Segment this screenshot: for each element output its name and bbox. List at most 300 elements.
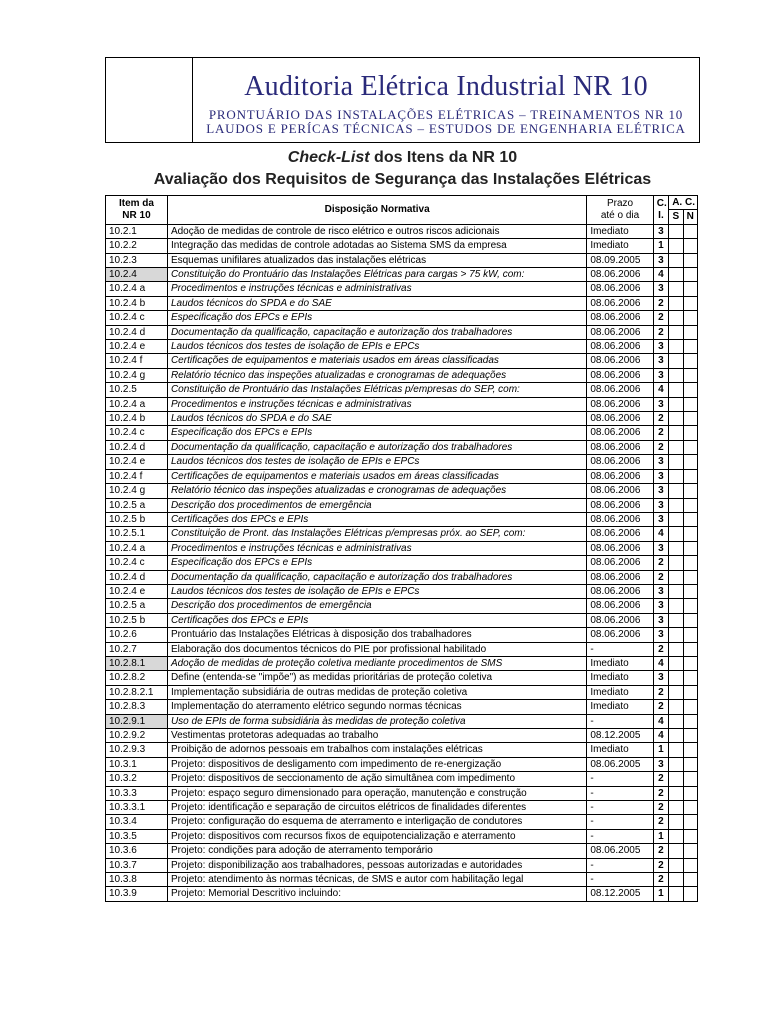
row-prazo: 08.12.2005: [587, 887, 653, 901]
table-row: [106, 873, 698, 887]
table-row: [106, 642, 698, 656]
row-ac-n[interactable]: [683, 628, 697, 642]
row-ac-n[interactable]: [683, 685, 697, 699]
table-row: [106, 527, 698, 541]
row-prazo: 08.06.2006: [587, 268, 653, 282]
table-row: [106, 239, 698, 253]
row-item: 10.2.4 c: [106, 556, 168, 570]
table-header-row: [106, 196, 698, 210]
row-item: 10.2.5 a: [106, 599, 168, 613]
row-description: Certificações dos EPCs e EPIs: [167, 613, 586, 627]
header-text: [196, 58, 696, 136]
row-item: 10.2.4 a: [106, 397, 168, 411]
row-prazo: 08.06.2006: [587, 368, 653, 382]
row-description: Constituição de Prontuário das Instalações Elétricas p/empresas do SEP, com:: [167, 383, 586, 397]
row-ac-n[interactable]: [683, 484, 697, 498]
row-ac-n[interactable]: [683, 239, 697, 253]
row-item: 10.2.3: [106, 253, 168, 267]
row-ac-n[interactable]: [683, 801, 697, 815]
row-ac-s[interactable]: [669, 484, 683, 498]
row-ac-s[interactable]: [669, 844, 683, 858]
row-ac-n[interactable]: [683, 844, 697, 858]
row-ac-n[interactable]: [683, 527, 697, 541]
header-subtitle-line2: LAUDOS E PERÍCAS TÉCNICAS – ESTUDOS DE ENGENHARIA ELÉTRICA: [206, 121, 686, 136]
row-item: 10.2.8.1: [106, 656, 168, 670]
row-description: Laudos técnicos do SPDA e do SAE: [167, 412, 586, 426]
row-prazo: -: [587, 772, 653, 786]
table-row: [106, 844, 698, 858]
row-ac-s[interactable]: [669, 383, 683, 397]
row-ac-s[interactable]: [669, 426, 683, 440]
row-ac-n[interactable]: [683, 743, 697, 757]
row-prazo: 08.06.2006: [587, 383, 653, 397]
row-ac-n[interactable]: [683, 642, 697, 656]
row-ac-s[interactable]: [669, 887, 683, 901]
row-description: Procedimentos e instruções técnicas e administrativas: [167, 397, 586, 411]
row-ci: 2: [653, 570, 668, 584]
row-ac-s[interactable]: [669, 469, 683, 483]
row-description: Projeto: espaço seguro dimensionado para operação, manutenção e construção: [167, 786, 586, 800]
table-row: [106, 368, 698, 382]
row-ci: 3: [653, 599, 668, 613]
row-description: Esquemas unifilares atualizados das instalações elétricas: [167, 253, 586, 267]
row-ac-s[interactable]: [669, 325, 683, 339]
row-ac-s[interactable]: [669, 858, 683, 872]
row-description: Integração das medidas de controle adotadas ao Sistema SMS da empresa: [167, 239, 586, 253]
row-prazo: 08.06.2006: [587, 584, 653, 598]
row-ac-s[interactable]: [669, 642, 683, 656]
row-ac-n[interactable]: [683, 253, 697, 267]
row-ac-s[interactable]: [669, 584, 683, 598]
row-item: 10.2.4 d: [106, 325, 168, 339]
row-description: Projeto: dispositivos com recursos fixos de equipotencialização e aterramento: [167, 829, 586, 843]
row-ci: 3: [653, 757, 668, 771]
header-desc: Disposição Normativa: [167, 196, 586, 225]
row-ci: 2: [653, 556, 668, 570]
row-ci: 4: [653, 729, 668, 743]
row-description: Documentação da qualificação, capacitação e autorização dos trabalhadores: [167, 325, 586, 339]
row-ac-n[interactable]: [683, 671, 697, 685]
row-ac-n[interactable]: [683, 325, 697, 339]
row-description: Especificação dos EPCs e EPIs: [167, 311, 586, 325]
row-item: 10.2.4 a: [106, 282, 168, 296]
row-ac-n[interactable]: [683, 426, 697, 440]
row-ac-s[interactable]: [669, 455, 683, 469]
row-ac-s[interactable]: [669, 239, 683, 253]
row-item: 10.3.7: [106, 858, 168, 872]
header-prazo-line2: até o dia: [600, 209, 640, 221]
row-ci: 3: [653, 613, 668, 627]
row-description: Procedimentos e instruções técnicas e administrativas: [167, 282, 586, 296]
table-row: [106, 354, 698, 368]
row-description: Projeto: dispositivos de desligamento com impedimento de re-energização: [167, 757, 586, 771]
row-description: Constituição de Pront. das Instalações Elétricas p/empresas próx. ao SEP, com:: [167, 527, 586, 541]
table-row: [106, 383, 698, 397]
row-ac-s[interactable]: [669, 440, 683, 454]
row-prazo: -: [587, 801, 653, 815]
row-item: 10.3.3: [106, 786, 168, 800]
row-ac-s[interactable]: [669, 815, 683, 829]
row-ac-n[interactable]: [683, 700, 697, 714]
table-row: [106, 743, 698, 757]
row-prazo: 08.06.2005: [587, 757, 653, 771]
table-row: [106, 253, 698, 267]
row-description: Laudos técnicos dos testes de isolação de EPIs e EPCs: [167, 455, 586, 469]
table-row: [106, 829, 698, 843]
row-prazo: 08.06.2006: [587, 455, 653, 469]
row-ac-n[interactable]: [683, 772, 697, 786]
header-logo-area: [192, 58, 193, 142]
row-description: Vestimentas protetoras adequadas ao trabalho: [167, 729, 586, 743]
row-ac-n[interactable]: [683, 584, 697, 598]
row-ac-s[interactable]: [669, 498, 683, 512]
row-ac-s[interactable]: [669, 368, 683, 382]
table-row: [106, 484, 698, 498]
row-ac-s[interactable]: [669, 354, 683, 368]
row-ac-n[interactable]: [683, 383, 697, 397]
row-description: Descrição dos procedimentos de emergência: [167, 498, 586, 512]
row-item: 10.2.9.3: [106, 743, 168, 757]
row-ac-n[interactable]: [683, 815, 697, 829]
row-item: 10.2.5 a: [106, 498, 168, 512]
row-prazo: -: [587, 815, 653, 829]
row-description: Certificações de equipamentos e materiais usados em áreas classificadas: [167, 354, 586, 368]
row-ac-s[interactable]: [669, 613, 683, 627]
row-item: 10.2.4 g: [106, 368, 168, 382]
row-item: 10.2.1: [106, 224, 168, 238]
row-ci: 2: [653, 426, 668, 440]
row-description: Documentação da qualificação, capacitação e autorização dos trabalhadores: [167, 570, 586, 584]
row-ac-n[interactable]: [683, 873, 697, 887]
row-ci: 2: [653, 296, 668, 310]
row-ac-s[interactable]: [669, 397, 683, 411]
document-title-rest: dos Itens da NR 10: [369, 149, 518, 166]
row-ac-s[interactable]: [669, 714, 683, 728]
table-row: [106, 757, 698, 771]
row-ci: 3: [653, 282, 668, 296]
table-row: [106, 268, 698, 282]
row-ac-s[interactable]: [669, 786, 683, 800]
header-prazo-line1: Prazo: [606, 197, 634, 209]
row-ac-s[interactable]: [669, 541, 683, 555]
header-item-line2: NR 10: [122, 209, 151, 221]
row-ac-n[interactable]: [683, 455, 697, 469]
table-row: [106, 685, 698, 699]
row-ac-n[interactable]: [683, 729, 697, 743]
row-ac-s[interactable]: [669, 268, 683, 282]
row-description: Prontuário das Instalações Elétricas à disposição dos trabalhadores: [167, 628, 586, 642]
row-ac-s[interactable]: [669, 224, 683, 238]
row-ac-n[interactable]: [683, 541, 697, 555]
row-ci: 3: [653, 397, 668, 411]
table-row: [106, 340, 698, 354]
row-ci: 2: [653, 642, 668, 656]
row-ci: 3: [653, 354, 668, 368]
row-description: Adoção de medidas de controle de risco elétrico e outros riscos adicionais: [167, 224, 586, 238]
row-ac-n[interactable]: [683, 311, 697, 325]
row-item: 10.2.8.2: [106, 671, 168, 685]
row-ci: 4: [653, 383, 668, 397]
row-ac-s[interactable]: [669, 253, 683, 267]
header-title: Auditoria Elétrica Industrial NR 10: [244, 71, 648, 102]
row-item: 10.2.9.2: [106, 729, 168, 743]
table-row: [106, 556, 698, 570]
row-ci: 2: [653, 844, 668, 858]
row-ac-n[interactable]: [683, 368, 697, 382]
row-ci: 1: [653, 829, 668, 843]
checklist-table: [105, 195, 698, 902]
row-prazo: 08.12.2005: [587, 729, 653, 743]
table-row: [106, 282, 698, 296]
row-ci: 2: [653, 873, 668, 887]
row-ac-s[interactable]: [669, 829, 683, 843]
table-row: [106, 469, 698, 483]
row-ac-n[interactable]: [683, 656, 697, 670]
row-ac-s[interactable]: [669, 757, 683, 771]
row-description: Projeto: condições para adoção de aterramento temporário: [167, 844, 586, 858]
row-item: 10.2.4 e: [106, 340, 168, 354]
row-item: 10.2.4 c: [106, 311, 168, 325]
row-prazo: -: [587, 786, 653, 800]
row-ac-s[interactable]: [669, 527, 683, 541]
row-ac-n[interactable]: [683, 613, 697, 627]
row-item: 10.3.1: [106, 757, 168, 771]
row-prazo: -: [587, 642, 653, 656]
row-prazo: 08.06.2006: [587, 311, 653, 325]
table-row: [106, 887, 698, 901]
header-box: [105, 57, 700, 143]
table-row: [106, 700, 698, 714]
table-row: [106, 772, 698, 786]
row-ac-n[interactable]: [683, 469, 697, 483]
row-prazo: Imediato: [587, 671, 653, 685]
row-prazo: Imediato: [587, 656, 653, 670]
row-ac-n[interactable]: [683, 498, 697, 512]
row-ci: 3: [653, 340, 668, 354]
row-prazo: 08.06.2006: [587, 613, 653, 627]
row-item: 10.2.4 f: [106, 354, 168, 368]
table-row: [106, 512, 698, 526]
row-prazo: Imediato: [587, 224, 653, 238]
row-ci: 2: [653, 325, 668, 339]
row-ac-s[interactable]: [669, 282, 683, 296]
row-prazo: 08.06.2006: [587, 296, 653, 310]
row-item: 10.3.2: [106, 772, 168, 786]
row-description: Projeto: disponibilização aos trabalhadores, pessoas autorizadas e autoridades: [167, 858, 586, 872]
row-prazo: 08.06.2006: [587, 282, 653, 296]
table-row: [106, 671, 698, 685]
row-ac-s[interactable]: [669, 700, 683, 714]
table-row: [106, 455, 698, 469]
row-ac-s[interactable]: [669, 656, 683, 670]
table-row: [106, 325, 698, 339]
row-prazo: 08.06.2006: [587, 440, 653, 454]
row-description: Adoção de medidas de proteção coletiva mediante procedimentos de SMS: [167, 656, 586, 670]
row-ac-n[interactable]: [683, 829, 697, 843]
table-row: [106, 296, 698, 310]
row-prazo: 08.06.2006: [587, 599, 653, 613]
row-item: 10.2.4 d: [106, 570, 168, 584]
row-ci: 2: [653, 786, 668, 800]
row-description: Uso de EPIs de forma subsidiária às medidas de proteção coletiva: [167, 714, 586, 728]
row-ci: 2: [653, 311, 668, 325]
row-prazo: 08.06.2006: [587, 512, 653, 526]
row-ac-n[interactable]: [683, 296, 697, 310]
row-description: Projeto: dispositivos de seccionamento de ação simultânea com impedimento: [167, 772, 586, 786]
document-subtitle: Avaliação dos Requisitos de Segurança das Instalações Elétricas: [153, 171, 652, 188]
row-ci: 2: [653, 685, 668, 699]
row-ac-n[interactable]: [683, 887, 697, 901]
row-ci: 1: [653, 239, 668, 253]
row-ac-n[interactable]: [683, 570, 697, 584]
table-row: [106, 426, 698, 440]
row-ac-s[interactable]: [669, 772, 683, 786]
row-prazo: 08.06.2006: [587, 412, 653, 426]
header-item-line1: Item da: [118, 197, 154, 209]
table-row: [106, 570, 698, 584]
row-item: 10.2.2: [106, 239, 168, 253]
row-item: 10.2.4 f: [106, 469, 168, 483]
row-ac-n[interactable]: [683, 786, 697, 800]
table-row: [106, 786, 698, 800]
row-prazo: 08.09.2005: [587, 253, 653, 267]
row-ci: 3: [653, 368, 668, 382]
row-ci: 4: [653, 268, 668, 282]
row-ac-n[interactable]: [683, 858, 697, 872]
row-item: 10.2.4 d: [106, 440, 168, 454]
row-prazo: 08.06.2006: [587, 354, 653, 368]
row-ac-n[interactable]: [683, 440, 697, 454]
row-ci: 2: [653, 412, 668, 426]
row-ac-n[interactable]: [683, 282, 697, 296]
row-ac-n[interactable]: [683, 397, 697, 411]
row-description: Projeto: configuração do esquema de aterramento e interligação de condutores: [167, 815, 586, 829]
row-item: 10.2.9.1: [106, 714, 168, 728]
row-item: 10.2.4 c: [106, 426, 168, 440]
header-ci-line1: C.: [656, 197, 667, 209]
row-ci: 4: [653, 527, 668, 541]
row-item: 10.2.8.3: [106, 700, 168, 714]
row-ac-s[interactable]: [669, 296, 683, 310]
row-ac-n[interactable]: [683, 340, 697, 354]
row-item: 10.2.5 b: [106, 512, 168, 526]
row-ci: 2: [653, 815, 668, 829]
row-item: 10.3.8: [106, 873, 168, 887]
row-item: 10.2.4 a: [106, 541, 168, 555]
row-ac-n[interactable]: [683, 757, 697, 771]
table-row: [106, 714, 698, 728]
row-item: 10.2.4 e: [106, 584, 168, 598]
row-prazo: Imediato: [587, 700, 653, 714]
row-ac-s[interactable]: [669, 671, 683, 685]
row-ac-s[interactable]: [669, 556, 683, 570]
row-ci: 3: [653, 224, 668, 238]
row-ac-s[interactable]: [669, 628, 683, 642]
row-prazo: 08.06.2006: [587, 541, 653, 555]
row-description: Implementação subsidiária de outras medidas de proteção coletiva: [167, 685, 586, 699]
table-row: [106, 498, 698, 512]
row-description: Relatório técnico das inspeções atualizadas e cronogramas de adequações: [167, 368, 586, 382]
row-item: 10.2.6: [106, 628, 168, 642]
row-description: Laudos técnicos dos testes de isolação de EPIs e EPCs: [167, 584, 586, 598]
row-ci: 3: [653, 455, 668, 469]
row-item: 10.2.4 e: [106, 455, 168, 469]
row-ci: 2: [653, 440, 668, 454]
row-ac-n[interactable]: [683, 268, 697, 282]
row-description: Projeto: atendimento às normas técnicas, de SMS e autor com habilitação legal: [167, 873, 586, 887]
row-ac-n[interactable]: [683, 714, 697, 728]
row-ci: 3: [653, 512, 668, 526]
table-row: [106, 397, 698, 411]
header-n: N: [683, 210, 697, 224]
row-prazo: 08.06.2006: [587, 570, 653, 584]
row-ac-n[interactable]: [683, 512, 697, 526]
header-ci: [653, 196, 668, 225]
row-ci: 2: [653, 801, 668, 815]
header-ac: A. C.: [669, 196, 698, 210]
row-ac-s[interactable]: [669, 340, 683, 354]
row-prazo: 08.06.2006: [587, 325, 653, 339]
row-ac-s[interactable]: [669, 743, 683, 757]
row-ac-n[interactable]: [683, 354, 697, 368]
table-row: [106, 801, 698, 815]
table-row: [106, 729, 698, 743]
row-prazo: 08.06.2005: [587, 844, 653, 858]
row-ac-s[interactable]: [669, 311, 683, 325]
row-description: Relatório técnico das inspeções atualizadas e cronogramas de adequações: [167, 484, 586, 498]
row-description: Constituição do Prontuário das Instalações Elétricas para cargas > 75 kW, com:: [167, 268, 586, 282]
row-item: 10.2.8.2.1: [106, 685, 168, 699]
row-item: 10.2.5.1: [106, 527, 168, 541]
row-ac-n[interactable]: [683, 556, 697, 570]
row-prazo: 08.06.2006: [587, 527, 653, 541]
row-ci: 3: [653, 484, 668, 498]
row-ac-s[interactable]: [669, 599, 683, 613]
row-ac-n[interactable]: [683, 599, 697, 613]
row-item: 10.2.4 b: [106, 296, 168, 310]
row-description: Implementação do aterramento elétrico segundo normas técnicas: [167, 700, 586, 714]
row-item: 10.3.5: [106, 829, 168, 843]
row-description: Especificação dos EPCs e EPIs: [167, 556, 586, 570]
row-item: 10.2.5 b: [106, 613, 168, 627]
row-prazo: 08.06.2006: [587, 469, 653, 483]
table-row: [106, 584, 698, 598]
row-ac-n[interactable]: [683, 412, 697, 426]
row-prazo: 08.06.2006: [587, 484, 653, 498]
table-row: [106, 613, 698, 627]
row-ci: 3: [653, 671, 668, 685]
row-description: Projeto: Memorial Descritivo incluindo:: [167, 887, 586, 901]
row-ac-s[interactable]: [669, 412, 683, 426]
row-prazo: -: [587, 858, 653, 872]
row-ac-n[interactable]: [683, 224, 697, 238]
table-row: [106, 599, 698, 613]
row-ac-s[interactable]: [669, 685, 683, 699]
row-ci: 3: [653, 498, 668, 512]
row-ac-s[interactable]: [669, 873, 683, 887]
row-ac-s[interactable]: [669, 801, 683, 815]
row-ac-s[interactable]: [669, 729, 683, 743]
row-item: 10.3.9: [106, 887, 168, 901]
row-description: Proibição de adornos pessoais em trabalhos com instalações elétricas: [167, 743, 586, 757]
table-row: [106, 224, 698, 238]
row-ac-s[interactable]: [669, 570, 683, 584]
row-ci: 2: [653, 772, 668, 786]
header-ci-line2: I.: [658, 209, 664, 221]
table-row: [106, 858, 698, 872]
row-ac-s[interactable]: [669, 512, 683, 526]
row-description: Projeto: identificação e separação de circuitos elétricos de finalidades diferentes: [167, 801, 586, 815]
